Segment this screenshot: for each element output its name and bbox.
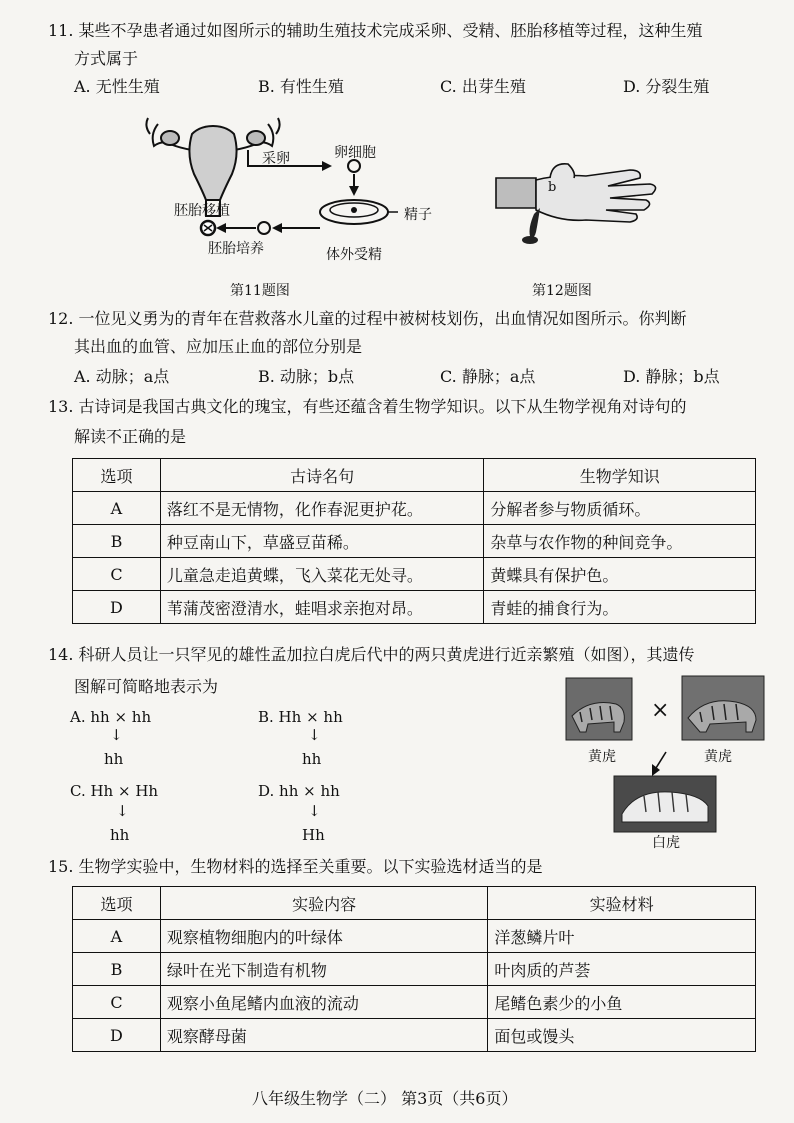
table-row xyxy=(73,558,756,591)
label-point-b: b xyxy=(548,180,557,195)
q11-stem-line1: 11. 某些不孕患者通过如图所示的辅助生殖技术完成采卵、受精、胚胎移植等过程，这种生殖 xyxy=(48,21,703,40)
q13-row-a-option: A xyxy=(73,492,161,525)
label-ivf: 体外受精 xyxy=(326,247,382,263)
q13-row-c-knowledge: 黄蝶具有保护色。 xyxy=(484,558,756,591)
q12-figure-caption: 第12题图 xyxy=(532,283,592,299)
cross-symbol: × xyxy=(651,698,670,723)
q15-table-header xyxy=(73,887,756,920)
q15-row-b-material: 叶肉质的芦荟 xyxy=(488,953,756,986)
q14-option-d-result: Hh xyxy=(302,826,325,844)
q11-stem-line2: 方式属于 xyxy=(74,49,139,68)
q14-option-d: D. hh × hh xyxy=(258,782,340,800)
q12-option-a: A. 动脉；a点 xyxy=(74,367,170,386)
label-offspring: 白虎 xyxy=(652,835,680,851)
q11-option-d: D. 分裂生殖 xyxy=(623,77,710,96)
embryo-icon xyxy=(258,222,270,234)
down-arrow-icon: ↓ xyxy=(308,726,321,744)
down-arrow-icon: ↓ xyxy=(110,726,123,744)
label-egg-collect: 采卵 xyxy=(262,151,290,167)
q13-table xyxy=(72,458,756,624)
q14-option-a: A. hh × hh xyxy=(70,708,152,726)
q15-row-a-material: 洋葱鳞片叶 xyxy=(488,920,756,953)
q15-row-c-content: 观察小鱼尾鳍内血液的流动 xyxy=(160,986,487,1019)
q15-header-option: 选项 xyxy=(73,887,161,920)
q12-option-b: B. 动脉；b点 xyxy=(258,367,355,386)
table-row xyxy=(73,492,756,525)
label-parent2: 黄虎 xyxy=(704,749,732,765)
q14-stem-line1: 14. 科研人员让一只罕见的雄性孟加拉白虎后代中的两只黄虎进行近亲繁殖（如图），其遗传 xyxy=(48,645,695,664)
q11-option-c: C. 出芽生殖 xyxy=(440,77,526,96)
q14-option-c-result: hh xyxy=(110,826,130,844)
table-row xyxy=(73,986,756,1019)
label-parent1: 黄虎 xyxy=(588,749,616,765)
q11-ivf-diagram xyxy=(140,104,440,264)
page-footer: 八年级生物学（二） 第3页（共6页） xyxy=(252,1089,518,1108)
table-row xyxy=(73,1019,756,1052)
q13-row-b-option: B xyxy=(73,525,161,558)
label-egg-cell: 卵细胞 xyxy=(334,145,376,161)
q15-row-d-option: D xyxy=(73,1019,161,1052)
q13-row-c-option: C xyxy=(73,558,161,591)
q12-stem-line1: 12. 一位见义勇为的青年在营救落水儿童的过程中被树枝划伤，出血情况如图所示。你判断 xyxy=(48,309,687,328)
table-row xyxy=(73,591,756,624)
label-sperm: 精子 xyxy=(404,207,432,223)
q13-row-a-poem: 落红不是无情物，化作春泥更护花。 xyxy=(160,492,484,525)
table-row xyxy=(73,525,756,558)
q15-table xyxy=(72,886,756,1052)
q12-option-d: D. 静脉；b点 xyxy=(623,367,720,386)
table-row xyxy=(73,920,756,953)
q13-table-header xyxy=(73,459,756,492)
q15-row-c-material: 尾鳍色素少的小鱼 xyxy=(488,986,756,1019)
q15-row-a-option: A xyxy=(73,920,161,953)
q15-row-b-content: 绿叶在光下制造有机物 xyxy=(160,953,487,986)
q14-option-c: C. Hh × Hh xyxy=(70,782,159,800)
q14-option-b: B. Hh × hh xyxy=(258,708,343,726)
q15-stem-line1: 15. 生物学实验中，生物材料的选择至关重要。以下实验选材适当的是 xyxy=(48,857,543,876)
q13-header-poem: 古诗名句 xyxy=(160,459,484,492)
q13-header-option: 选项 xyxy=(73,459,161,492)
q11-option-a: A. 无性生殖 xyxy=(74,77,160,96)
q13-row-d-poem: 苇蒲茂密澄清水，蛙唱求亲抱对昂。 xyxy=(160,591,484,624)
table-row xyxy=(73,953,756,986)
q13-header-knowledge: 生物学知识 xyxy=(484,459,756,492)
q15-row-b-option: B xyxy=(73,953,161,986)
q15-row-a-content: 观察植物细胞内的叶绿体 xyxy=(160,920,487,953)
q14-stem-line2: 图解可简略地表示为 xyxy=(74,677,219,696)
q15-row-c-option: C xyxy=(73,986,161,1019)
q13-row-b-knowledge: 杂草与农作物的种间竞争。 xyxy=(484,525,756,558)
q14-option-a-result: hh xyxy=(104,750,124,768)
down-arrow-icon: ↓ xyxy=(116,802,129,820)
q12-option-c: C. 静脉；a点 xyxy=(440,367,536,386)
label-embryo-transfer: 胚胎移植 xyxy=(174,203,230,219)
q13-row-a-knowledge: 分解者参与物质循环。 xyxy=(484,492,756,525)
q12-stem-line2: 其出血的血管、应加压止血的部位分别是 xyxy=(74,337,363,356)
q13-row-b-poem: 种豆南山下，草盛豆苗稀。 xyxy=(160,525,484,558)
label-embryo-culture: 胚胎培养 xyxy=(208,241,264,257)
q15-row-d-material: 面包或馒头 xyxy=(488,1019,756,1052)
q12-hand-illustration xyxy=(490,156,670,246)
q11-option-b: B. 有性生殖 xyxy=(258,77,344,96)
q14-option-b-result: hh xyxy=(302,750,322,768)
q13-stem-line1: 13. 古诗词是我国古典文化的瑰宝，有些还蕴含着生物学知识。以下从生物学视角对诗句的 xyxy=(48,397,687,416)
q13-stem-line2: 解读不正确的是 xyxy=(74,427,187,446)
q15-header-content: 实验内容 xyxy=(160,887,487,920)
q15-row-d-content: 观察酵母菌 xyxy=(160,1019,487,1052)
down-arrow-icon: ↓ xyxy=(308,802,321,820)
q13-row-d-option: D xyxy=(73,591,161,624)
q13-row-c-poem: 儿童急走追黄蝶，飞入菜花无处寻。 xyxy=(160,558,484,591)
q15-header-material: 实验材料 xyxy=(488,887,756,920)
q13-row-d-knowledge: 青蛙的捕食行为。 xyxy=(484,591,756,624)
q11-figure-caption: 第11题图 xyxy=(230,283,290,299)
